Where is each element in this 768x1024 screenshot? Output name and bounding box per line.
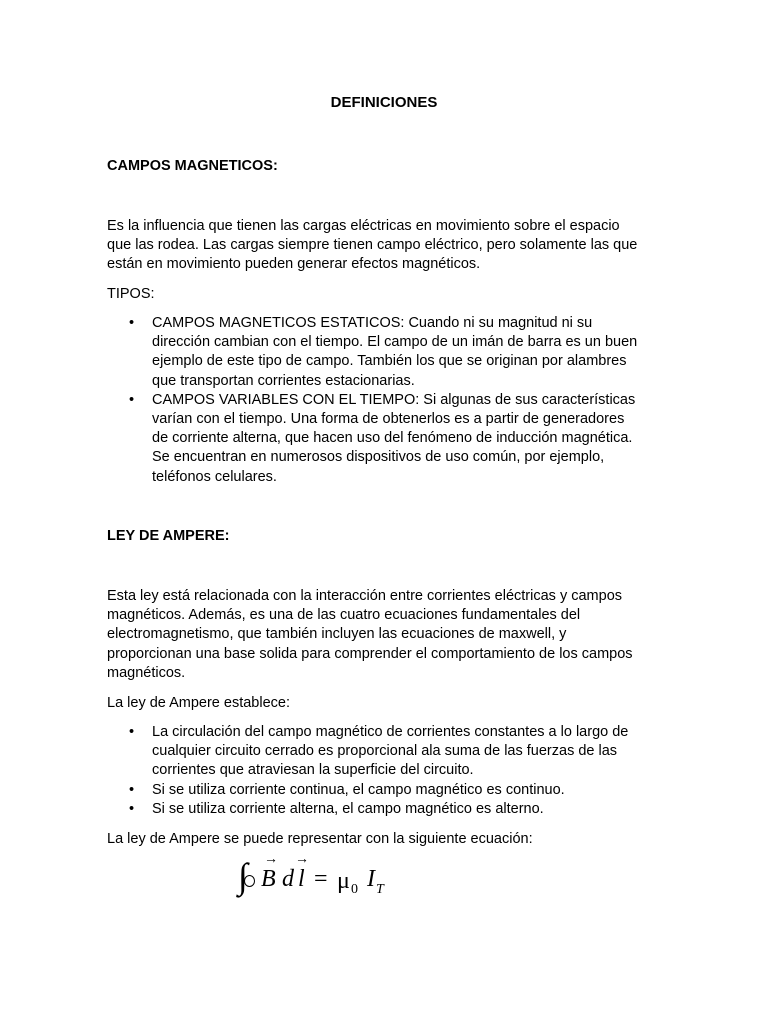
text-line: están en movimiento pueden generar efectos magnéticos. [107,256,481,273]
text-line: magnéticos. Además, es una de las cuatro ecuaciones fundamentales del [107,607,581,624]
text-line: dirección cambian con el tiempo. El campo de un imán de barra es un buen [152,334,638,351]
text-line: de corriente alterna, que hacen uso del fenómeno de inducción magnética. [152,430,633,447]
bullet-icon: • [129,315,135,331]
ampere-equation [238,852,408,906]
symbol-l: l [298,866,305,892]
paragraph-ley-de-ampere [107,587,667,683]
text-line: varían con el tiempo. Una forma de obtenerlos es a partir de generadores [152,411,625,428]
vector-arrow-icon: → [295,852,309,867]
text-line: Si se utiliza corriente alterna, el campo magnético es alterno. [152,800,544,817]
vector-arrow-icon: → [264,852,278,867]
list-item [107,723,667,781]
text-line: La circulación del campo magnético de corrientes constantes a lo largo de [152,724,629,740]
types-label: TIPOS: [107,286,155,302]
types-list [107,314,667,487]
symbol-b: B [261,866,276,892]
text-line: Esta ley está relacionada con la interacción entre corrientes eléctricas y campos [107,588,623,604]
section-heading-ley-de-ampere: LEY DE AMPERE: [107,528,230,544]
symbol-d: d [282,866,294,892]
text-line: Es la influencia que tienen las cargas eléctricas en movimiento sobre el espacio [107,218,620,234]
text-line: ejemplo de este tipo de campo. También los que se originan por alambres [152,353,627,370]
contour-circle-icon [244,875,255,887]
text-line: Se encuentran en numerosos dispositivos de uso común, por ejemplo, [152,449,605,466]
establishes-label: La ley de Ampere establece: [107,695,290,711]
list-item [107,314,667,391]
text-line: electromagnetismo, que también incluyen las ecuaciones de maxwell, y [107,626,567,643]
closed-integral-icon: ∫ [238,856,248,896]
list-item [107,781,667,800]
text-line: magnéticos. [107,664,186,681]
text-line: teléfonos celulares. [152,468,277,485]
text-line: que transportan corrientes estacionarias. [152,372,415,389]
subscript-zero: 0 [351,882,358,897]
bullet-icon: • [129,800,135,817]
text-line: cualquier circuito cerrado es proporcional ala suma de las fuerzas de las [152,743,618,760]
subscript-t: T [376,882,384,897]
list-item [107,800,667,819]
paragraph-campos-magneticos [107,217,667,275]
text-line: proporcionan una base solida para comprender el comportamiento de los campos [107,645,633,662]
list-item [107,391,667,487]
bullet-icon: • [129,391,135,408]
text-line: que las rodea. Las cargas siempre tienen campo eléctrico, pero solamente las que [107,237,638,254]
symbol-mu: μ [337,868,350,894]
bullet-icon: • [129,724,135,740]
page-title: DEFINICIONES [330,94,438,111]
ampere-list [107,723,667,819]
bullet-icon: • [129,781,135,798]
symbol-i: I [367,866,375,892]
text-line: corrientes que atraviesan la superficie del circuito. [152,762,474,779]
text-line: CAMPOS VARIABLES CON EL TIEMPO: Si algunas de sus características [152,391,636,408]
text-line: Si se utiliza corriente continua, el campo magnético es continuo. [152,781,565,798]
equation-intro: La ley de Ampere se puede representar con la siguiente ecuación: [107,831,533,847]
text-line: CAMPOS MAGNETICOS ESTATICOS: Cuando ni su magnitud ni su [152,315,593,331]
section-heading-campos-magneticos: CAMPOS MAGNETICOS: [107,158,278,174]
equals-sign: = [314,866,328,892]
